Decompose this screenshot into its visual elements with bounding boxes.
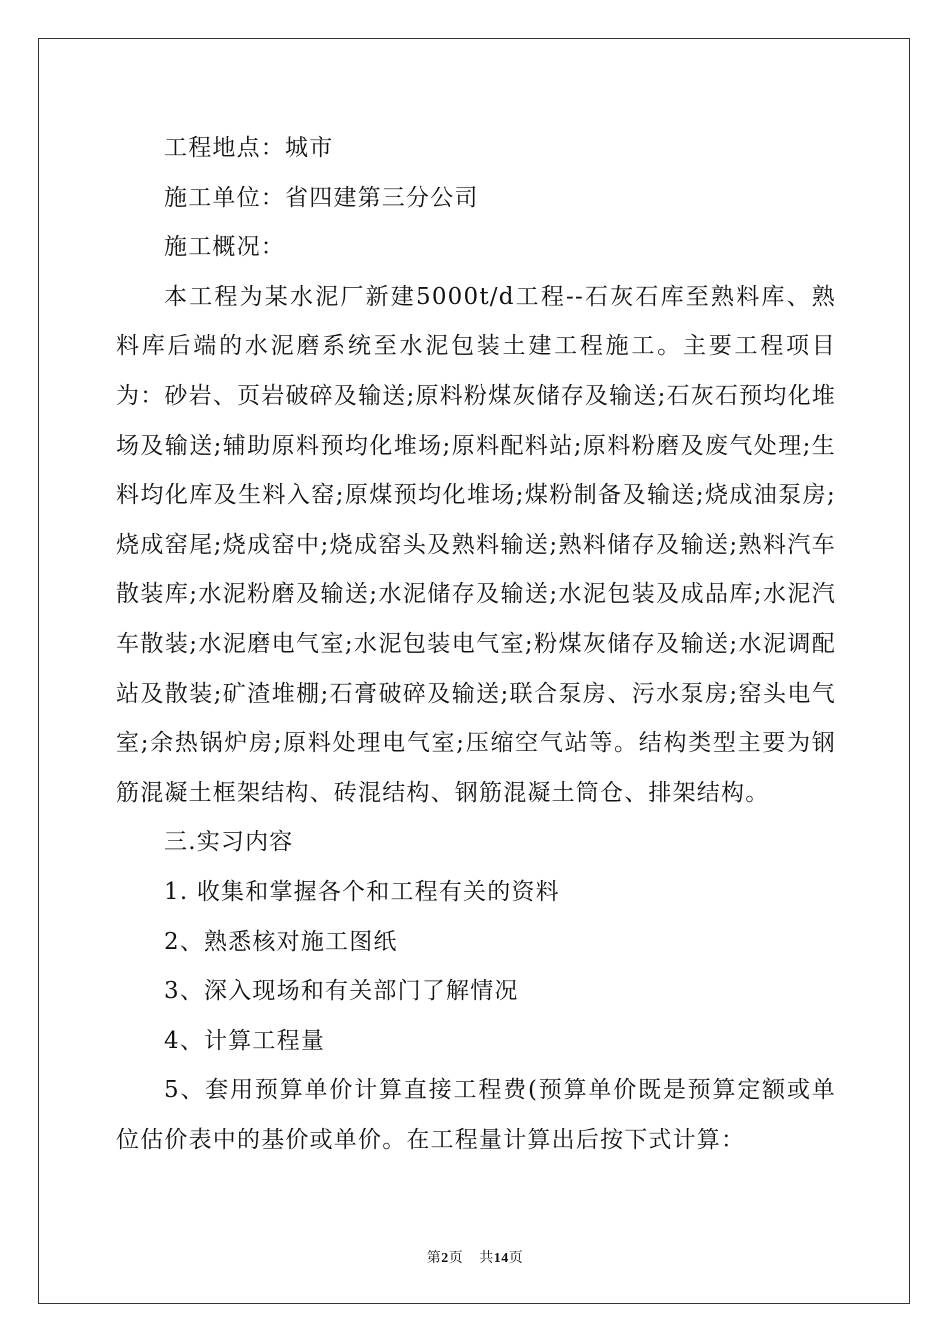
list-item-1: 1. 收集和掌握各个和工程有关的资料 xyxy=(164,878,560,905)
paragraph-project-location: 工程地点：城市 xyxy=(164,135,334,161)
list-item-5: 5、套用预算单价计算直接工程费(预算单价既是预算定额或单位估价表中的基价或单价。在工程量计算出后按下式计算： xyxy=(116,1077,836,1153)
page-suffix: 页 xyxy=(448,1251,464,1266)
page-prefix: 第 xyxy=(426,1251,442,1266)
page-number: 2 xyxy=(441,1251,449,1266)
list-item-3: 3、深入现场和有关部门了解情况 xyxy=(164,978,519,1005)
document-body xyxy=(116,124,836,1165)
paragraph-contractor: 施工单位：省四建第三分公司 xyxy=(164,184,479,211)
total-suffix: 页 xyxy=(508,1251,524,1266)
paragraph-overview-heading: 施工概况： xyxy=(164,234,285,261)
total-prefix: 共 xyxy=(479,1251,494,1266)
page-footer xyxy=(0,1247,950,1267)
list-item-4: 4、计算工程量 xyxy=(164,1027,326,1054)
section-heading-internship-content: 三.实习内容 xyxy=(164,829,294,856)
total-pages: 14 xyxy=(493,1251,509,1266)
list-item-2: 2、熟悉核对施工图纸 xyxy=(164,928,398,955)
paragraph-overview-body: 本工程为某水泥厂新建5000t/d工程--石灰石库至熟料库、熟料库后端的水泥磨系统至水泥包装土建工程施工。主要工程项目为：砂岩、页岩破碎及输送;原料粉煤灰储存及输送;石灰石预均化堆场及输送;辅助原料预均化堆场;原料配料站;原料粉磨及废气处理;生料均化库及生料入窑;原煤预均化堆场;煤粉制备及输送;烧成油泵房;烧成窑尾;烧成窑中;烧成窑头及熟料输送;熟料储存及输送;熟料汽车散装库;水泥粉磨及输送;水泥储存及输送;水泥包装及成品库;水泥汽车散装;水泥磨电气室;水泥包装电气室;粉煤灰储存及输送;水泥调配站及散装;矿渣堆棚;石膏破碎及输送;联合泵房、污水泵房;窑头电气室;余热锅炉房;原料处理电气室;压缩空气站等。结构类型主要为钢筋混凝土框架结构、砖混结构、钢筋混凝土筒仓、排架结构。 xyxy=(116,283,836,806)
